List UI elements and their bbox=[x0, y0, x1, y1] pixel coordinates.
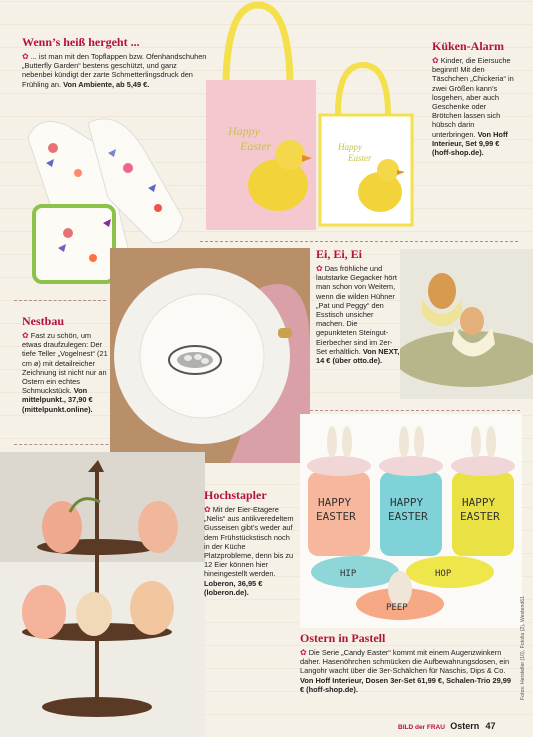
eiei-title: Ei, Ei, Ei bbox=[316, 247, 363, 261]
stack-source: Loberon, 36,95 € (loberon.de). bbox=[204, 578, 263, 597]
chick-section bbox=[432, 40, 516, 157]
flower-bullet-icon: ✿ bbox=[432, 56, 439, 65]
chick-title: Küken-Alarm bbox=[432, 39, 504, 53]
bowl-text-2: HOP bbox=[435, 569, 452, 579]
candy-easter-photo bbox=[300, 414, 522, 628]
nest-plate-photo bbox=[110, 248, 310, 463]
magazine-name: BILD der FRAU bbox=[398, 724, 445, 731]
jar-text-5: HAPPY bbox=[462, 496, 496, 509]
chick-text: Kinder, die Eiersuche beginnt! Mit den Täschchen „Chickeria“ in zwei Größen kann’s losgehen, aber auch Geschenke oder Brötchen lassen sich hübsch darin unterbringen. bbox=[432, 56, 514, 139]
flower-bullet-icon: ✿ bbox=[22, 331, 29, 340]
egg-stand-photo bbox=[0, 452, 205, 737]
flower-bullet-icon: ✿ bbox=[22, 52, 29, 61]
eiei-text: Das fröhliche und lautstarke Gegacker hört man schon von Weitem, wenn die wilden Hühner „Pat und Peggy“ den Esstisch unsicher machen. Die gepunkteten Steingut-Eierbecher sind im 2er-Set erhältlich. bbox=[316, 264, 397, 356]
nest-title: Nestbau bbox=[22, 314, 65, 328]
jar-text-2: EASTER bbox=[316, 510, 356, 523]
flower-bullet-icon: ✿ bbox=[300, 648, 307, 657]
footer-section: Ostern bbox=[450, 721, 480, 731]
stack-title: Hochstapler bbox=[204, 488, 267, 502]
flower-bullet-icon: ✿ bbox=[316, 264, 323, 273]
oven-section bbox=[22, 36, 208, 89]
small-bag-text-1: Happy bbox=[338, 142, 362, 152]
jar-text-4: EASTER bbox=[388, 510, 428, 523]
divider bbox=[14, 300, 106, 301]
oven-source: Von Ambiente, ab 5,49 €. bbox=[63, 79, 150, 89]
photo-credit: Fotos: Hersteller (10), Fotolia (2), Westend61 bbox=[520, 596, 526, 700]
divider bbox=[310, 410, 520, 411]
pastell-source: Von Hoff Interieur, Dosen 3er-Set 61,99 €, Schalen-Trio 29,99 € (hoff-shop.de). bbox=[300, 675, 511, 694]
nest-source: Von mittelpunkt., 37,90 € (mittelpunkt.online). bbox=[22, 386, 93, 414]
egg-cups-photo bbox=[400, 249, 533, 399]
nest-section bbox=[22, 315, 112, 414]
pastell-title: Ostern in Pastell bbox=[300, 631, 386, 645]
jar-text-1: HAPPY bbox=[318, 496, 352, 509]
chick-bags-photo bbox=[198, 0, 420, 240]
pastell-text: Die Serie „Candy Easter“ kommt mit einem Augenzwinkern daher. Hasenöhrchen schmücken die Aufbewahrungsdosen, ein Langohr wacht über die 3er-Schälchen für Naschis, Dips & Co. bbox=[300, 648, 510, 676]
bowl-text-1: HIP bbox=[340, 569, 357, 579]
stack-text: Mit der Eier-Etagere „Nelis“ aus antikveredeltem Gusseisen gibt’s weder auf dem Frühstückstisch noch in der Küche Platzprobleme, denn bis zu 12 Eier können hier hineingestellt werden. bbox=[204, 505, 294, 579]
divider bbox=[200, 241, 518, 242]
small-bag-text-2: Easter bbox=[348, 153, 372, 163]
bowl-text-3: PEEP bbox=[386, 603, 408, 613]
bag-text-1: Happy bbox=[228, 124, 260, 138]
oven-title: Wenn’s heiß hergeht ... bbox=[22, 35, 140, 49]
pastell-section bbox=[300, 632, 514, 694]
stack-section bbox=[204, 489, 296, 597]
page-footer bbox=[398, 721, 495, 731]
eiei-source: Von NEXT, 14 € (über otto.de). bbox=[316, 346, 400, 366]
page-number: 47 bbox=[485, 721, 496, 731]
bag-text-2: Easter bbox=[240, 139, 272, 153]
nest-text: Fast zu schön, um etwas draufzulegen: Der tiefe Teller „Vogelnest“ (21 cm ø) mit detailreicher Zeichnung ist nicht nur an Ostern ein echtes Schmuckstück. bbox=[22, 331, 108, 396]
flower-bullet-icon: ✿ bbox=[204, 505, 211, 514]
chick-source: Von Hoff Interieur, Set 9,99 € (hoff-shop.de). bbox=[432, 129, 508, 158]
jar-text-3: HAPPY bbox=[390, 496, 424, 509]
jar-text-6: EASTER bbox=[460, 510, 500, 523]
eiei-section bbox=[316, 248, 400, 365]
oven-text: ... ist man mit den Topflappen bzw. Ofenhandschuhen „Butterfly Garden“ bestens geschützt, und ganz nebenbei kündigt der zarte Schmetterlingsdruck den Frühling an. bbox=[22, 52, 207, 89]
